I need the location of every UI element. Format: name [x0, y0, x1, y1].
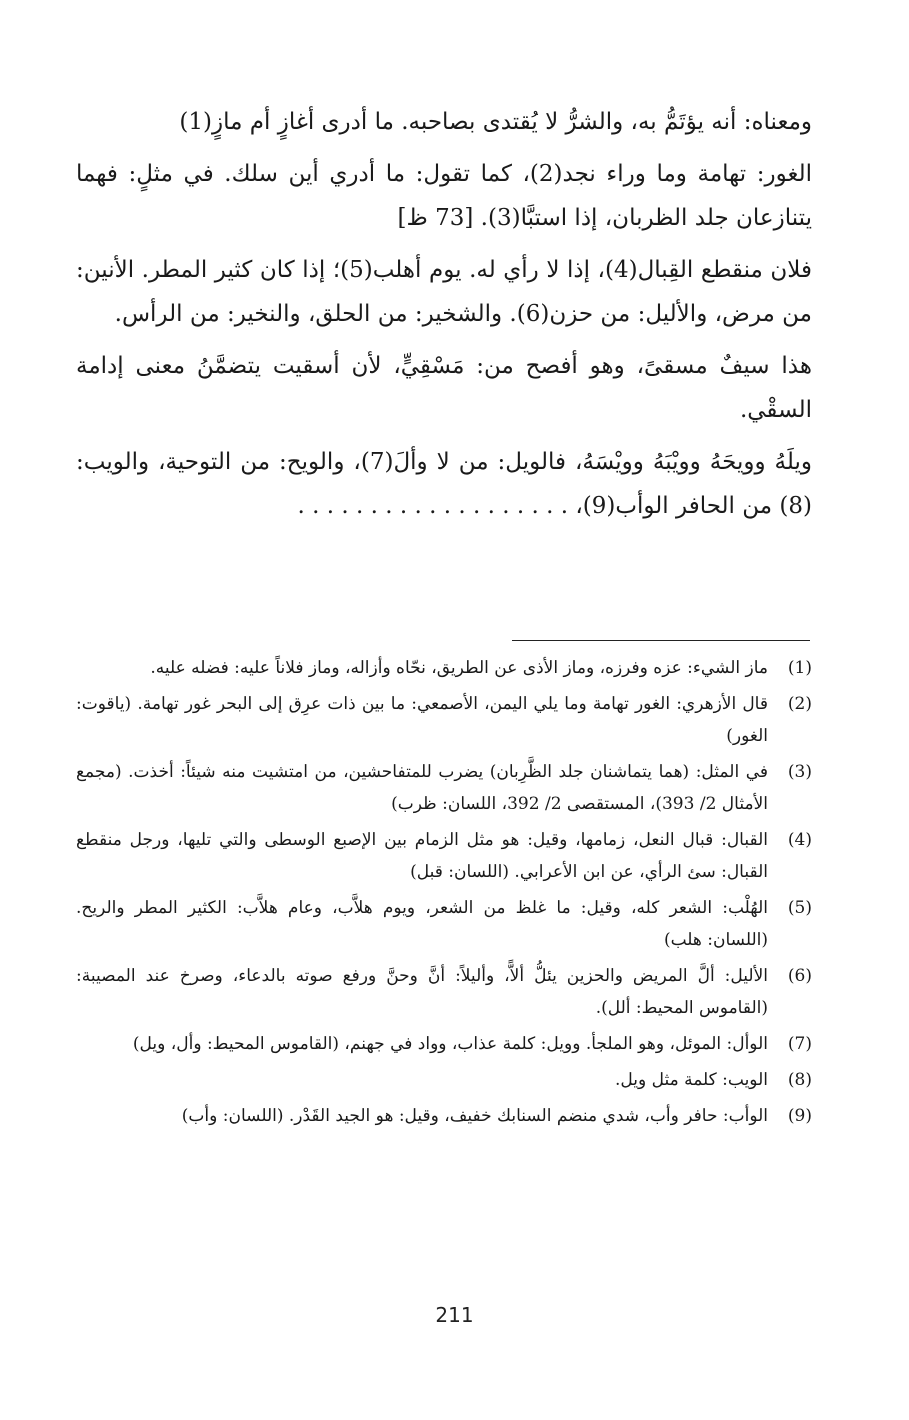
footnote-text: ماز الشيء: عزه وفرزه، وماز الأذى عن الطريق، نحّاه وأزاله، وماز فلاناً عليه: فضله عليه. [150, 658, 768, 678]
footnote-text: الهُلْب: الشعر كله، وقيل: ما غلظ من الشعر، ويوم هلاَّب، وعام هلاَّب: الكثير المطر والريح. (اللسان: هلب) [76, 898, 768, 950]
footnote-number: (6) [787, 966, 812, 986]
main-text [76, 100, 812, 536]
page-number: 211 [435, 1303, 474, 1327]
footnote-text: الأليل: ألَّ المريض والحزين يئلُّ ألاًّ، وأليلاً: أنَّ وحنَّ ورفع صوته بالدعاء، وصرخ عند المصيبة: (القاموس المحيط: ألل). [76, 966, 768, 1018]
footnote-7 [76, 1028, 812, 1060]
footnote-text: الويب: كلمة مثل ويل. [614, 1070, 768, 1090]
paragraph-4: هذا سيفٌ مسقىً، وهو أفصح من: مَسْقِيٍّ، لأن أسقيت يتضمَّنُ معنى إدامة السقْي. [76, 353, 812, 423]
footnote-number: (3) [787, 762, 812, 782]
footnote-8 [76, 1064, 812, 1096]
paragraph-1: ومعناه: أنه يؤتَمُّ به، والشرُّ لا يُقتدى بصاحبه. ما أدرى أغازٍ أم مازٍ(1) [179, 109, 812, 135]
footnote-text: في المثل: (هما يتماشنان جلد الظَّرِبان) يضرب للمتفاحشين، من امتشيت منه شيئاً: أخذت. (مجمع الأمثال 2/ 393)، المستقصى 2/ 392، اللسان: ظرب) [76, 762, 768, 814]
footnote-number: (9) [787, 1106, 812, 1126]
footnote-2 [76, 688, 812, 752]
paragraph-5: ويلَهُ وويحَهُ وويْبَهُ وويْسَهُ، فالويل: من لا وألَ(7)، والويح: من التوحية، والويب:(8) من الحافر الوأب(9)، . . . . . . . . . . . . . . . . . . . [76, 449, 812, 519]
footnote-3 [76, 756, 812, 820]
footnote-number: (7) [787, 1034, 812, 1054]
footnote-divider [512, 640, 810, 641]
footnotes [76, 652, 812, 1136]
footnote-number: (4) [787, 830, 812, 850]
footnote-1 [76, 652, 812, 684]
footnote-4 [76, 824, 812, 888]
footnote-text: الوأل: الموئل، وهو الملجأ. وويل: كلمة عذاب، وواد في جهنم، (القاموس المحيط: وأل، ويل) [132, 1034, 768, 1054]
footnote-6 [76, 960, 812, 1024]
footnote-text: القبال: قبال النعل، زمامها، وقيل: هو مثل الزمام بين الإصبع الوسطى والتي تليها، ورجل منقطع القبال: سئ الرأي، عن ابن الأعرابي. (اللسان: قبل) [76, 830, 768, 882]
footnote-number: (1) [787, 658, 812, 678]
footnote-5 [76, 892, 812, 956]
footnote-number: (8) [787, 1070, 812, 1090]
footnote-9 [76, 1100, 812, 1132]
paragraph-2: الغور: تهامة وما وراء نجد(2)، كما تقول: ما أدري أين سلك. في مثلٍ: فهما يتنازعان جلد الظربان، إذا استبَّا(3). [73 ظ] [76, 161, 812, 231]
footnote-number: (5) [787, 898, 812, 918]
footnote-number: (2) [787, 694, 812, 714]
footnote-text: الوأب: حافر وأب، شدي منضم السنابك خفيف، وقيل: هو الجيد القَدْر. (اللسان: وأب) [181, 1106, 768, 1126]
paragraph-3: فلان منقطع القِبال(4)، إذا لا رأي له. يوم أهلب(5)؛ إذا كان كثير المطر. الأنين: من مرض، والأليل: من حزن(6). والشخير: من الحلق، والنخير: من الرأس. [76, 257, 812, 327]
footnote-text: قال الأزهري: الغور تهامة وما يلي اليمن، الأصمعي: ما بين ذات عرِق إلى البحر غور تهامة. (ياقوت: الغور) [76, 694, 768, 746]
